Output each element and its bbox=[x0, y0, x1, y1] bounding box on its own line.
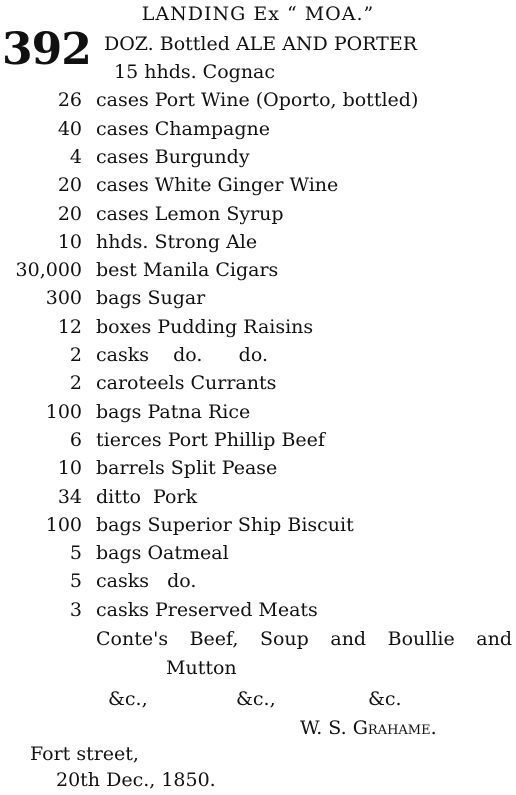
date: 20th Dec., 1850. bbox=[56, 769, 216, 791]
item-quantity: 3 bbox=[69, 598, 82, 621]
item-description: boxes Pudding Raisins bbox=[96, 315, 314, 338]
item-quantity: 30,000 bbox=[15, 259, 82, 282]
item-description: 15 hhds. Cognac bbox=[114, 61, 276, 83]
item-quantity: 20 bbox=[57, 174, 82, 197]
item-description: cases Lemon Syrup bbox=[96, 202, 284, 225]
item-quantity: 10 bbox=[57, 457, 82, 480]
item-quantity: 10 bbox=[57, 230, 82, 253]
item-quantity: 100 bbox=[45, 513, 82, 536]
item-quantity: 34 bbox=[57, 485, 82, 508]
conte-line-2: Mutton bbox=[166, 657, 237, 679]
signature-name: Grahame. bbox=[352, 717, 437, 739]
item-quantity: 6 bbox=[69, 428, 82, 451]
item-description: cases Champagne bbox=[96, 117, 271, 140]
item-description: casks do. bbox=[96, 570, 197, 593]
item-quantity: 100 bbox=[45, 400, 82, 423]
item-description: casks Preserved Meats bbox=[96, 598, 318, 621]
heading: LANDING Ex “ MOA.” bbox=[141, 3, 375, 25]
item-description: casks do. do. bbox=[96, 344, 268, 366]
item-description: bags Superior Ship Biscuit bbox=[96, 513, 354, 536]
item-description: cases Burgundy bbox=[96, 145, 250, 168]
etc-1: &c., bbox=[108, 688, 148, 710]
item-description: hhds. Strong Ale bbox=[96, 230, 258, 253]
item-quantity: 26 bbox=[57, 89, 82, 112]
lot-number: 392 bbox=[2, 24, 91, 75]
item-description: barrels Split Pease bbox=[96, 457, 278, 480]
signature bbox=[300, 716, 437, 740]
item-quantity: 5 bbox=[69, 542, 82, 565]
item-description: bags Sugar bbox=[96, 287, 206, 310]
item-quantity: 20 bbox=[57, 202, 82, 225]
item-quantity: 2 bbox=[69, 344, 82, 366]
item-description: best Manila Cigars bbox=[96, 259, 279, 282]
etc-2: &c., bbox=[236, 688, 276, 710]
item-quantity: 300 bbox=[45, 287, 82, 310]
item-description: cases Port Wine (Oporto, bottled) bbox=[96, 89, 419, 112]
item-quantity: 40 bbox=[57, 117, 82, 140]
item-quantity: 12 bbox=[57, 315, 82, 338]
item-description: bags Patna Rice bbox=[96, 400, 251, 423]
item-description: cases White Ginger Wine bbox=[96, 174, 339, 197]
item-quantity: 5 bbox=[69, 570, 82, 593]
item-description: caroteels Currants bbox=[96, 372, 277, 395]
item-description: bags Oatmeal bbox=[96, 542, 229, 565]
address: Fort street, bbox=[30, 743, 139, 765]
item-quantity: 4 bbox=[69, 145, 82, 168]
signature-initials: W. S. bbox=[300, 717, 347, 739]
etc-3: &c. bbox=[368, 688, 402, 710]
item-description: tierces Port Phillip Beef bbox=[96, 428, 325, 451]
item-description: ditto Pork bbox=[96, 485, 198, 508]
item-quantity: 2 bbox=[69, 372, 82, 395]
conte-line-1: Conte's Beef, Soup and Boullie and bbox=[96, 628, 512, 650]
first-item-line: DOZ. Bottled ALE AND PORTER bbox=[104, 33, 417, 55]
